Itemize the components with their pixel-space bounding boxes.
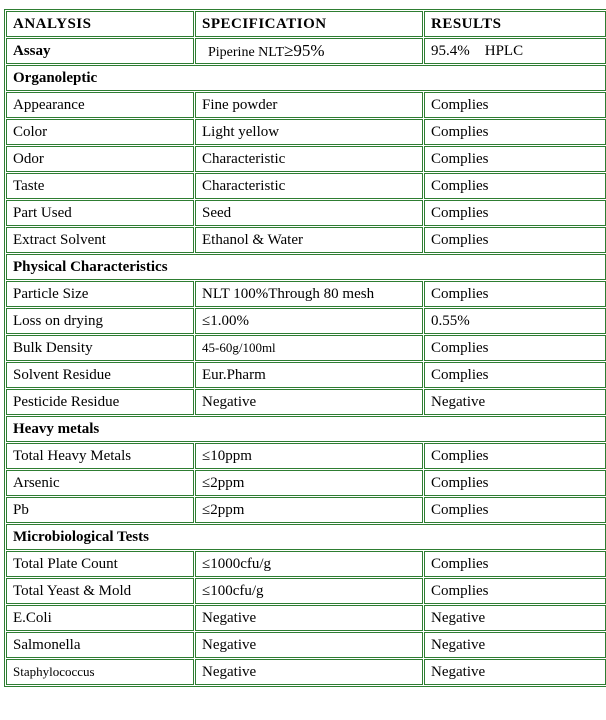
- table-row: [6, 227, 606, 253]
- assay-result: 95.4% HPLC: [424, 38, 606, 64]
- header-row: [6, 11, 606, 37]
- analysis-cell: Total Plate Count: [6, 551, 194, 577]
- specification-cell: Ethanol & Water: [195, 227, 423, 253]
- header-analysis: ANALYSIS: [6, 11, 194, 37]
- table-row: [6, 119, 606, 145]
- table-row: [6, 281, 606, 307]
- specification-cell: Light yellow: [195, 119, 423, 145]
- specification-cell: Fine powder: [195, 92, 423, 118]
- specification-cell: ≤2ppm: [195, 470, 423, 496]
- specification-cell: Characteristic: [195, 146, 423, 172]
- analysis-cell: Pesticide Residue: [6, 389, 194, 415]
- table-row: [6, 632, 606, 658]
- result-cell: Complies: [424, 281, 606, 307]
- result-cell: Complies: [424, 92, 606, 118]
- table-row: [6, 173, 606, 199]
- analysis-cell: E.Coli: [6, 605, 194, 631]
- table-row: [6, 659, 606, 685]
- analysis-cell: Salmonella: [6, 632, 194, 658]
- section-title-microbiological: Microbiological Tests: [6, 524, 606, 550]
- result-cell: Complies: [424, 551, 606, 577]
- result-cell: Negative: [424, 632, 606, 658]
- result-cell: Negative: [424, 389, 606, 415]
- analysis-cell: Bulk Density: [6, 335, 194, 361]
- assay-row: [6, 38, 606, 64]
- table-row: [6, 551, 606, 577]
- table-row: [6, 146, 606, 172]
- specification-cell: ≤2ppm: [195, 497, 423, 523]
- header-specification: SPECIFICATION: [195, 11, 423, 37]
- analysis-cell: Total Yeast & Mold: [6, 578, 194, 604]
- header-results: RESULTS: [424, 11, 606, 37]
- table-row: [6, 497, 606, 523]
- table-row: [6, 443, 606, 469]
- specification-cell: Seed: [195, 200, 423, 226]
- specification-cell: ≤10ppm: [195, 443, 423, 469]
- specification-cell: ≤1000cfu/g: [195, 551, 423, 577]
- assay-analysis: Assay: [6, 38, 194, 64]
- analysis-cell: Staphylococcus: [6, 659, 194, 685]
- assay-spec-value: ≥95%: [284, 41, 325, 60]
- section-row-physical: [6, 254, 606, 280]
- table-row: [6, 470, 606, 496]
- result-cell: Complies: [424, 497, 606, 523]
- table-row: [6, 605, 606, 631]
- table-row: [6, 335, 606, 361]
- section-title-heavy-metals: Heavy metals: [6, 416, 606, 442]
- result-cell: Complies: [424, 227, 606, 253]
- analysis-table: [4, 9, 606, 687]
- analysis-cell: Taste: [6, 173, 194, 199]
- table-row: [6, 92, 606, 118]
- table-row: [6, 200, 606, 226]
- section-title-physical: Physical Characteristics: [6, 254, 606, 280]
- result-cell: Complies: [424, 470, 606, 496]
- section-row-microbiological: [6, 524, 606, 550]
- result-cell: Complies: [424, 200, 606, 226]
- specification-cell: Characteristic: [195, 173, 423, 199]
- analysis-cell: Extract Solvent: [6, 227, 194, 253]
- section-row-organoleptic: [6, 65, 606, 91]
- assay-spec-prefix: Piperine NLT: [208, 45, 285, 60]
- analysis-cell: Arsenic: [6, 470, 194, 496]
- result-cell: Complies: [424, 146, 606, 172]
- table-row: [6, 389, 606, 415]
- assay-specification: [195, 38, 423, 64]
- section-row-heavy-metals: [6, 416, 606, 442]
- result-cell: Complies: [424, 173, 606, 199]
- analysis-cell: Color: [6, 119, 194, 145]
- specification-cell: Negative: [195, 389, 423, 415]
- analysis-cell: Odor: [6, 146, 194, 172]
- result-cell: 0.55%: [424, 308, 606, 334]
- specification-sheet: [4, 9, 602, 687]
- section-title-organoleptic: Organoleptic: [6, 65, 606, 91]
- analysis-cell: Part Used: [6, 200, 194, 226]
- result-cell: Complies: [424, 362, 606, 388]
- analysis-cell: Appearance: [6, 92, 194, 118]
- analysis-cell: Total Heavy Metals: [6, 443, 194, 469]
- specification-cell: 45-60g/100ml: [195, 335, 423, 361]
- result-cell: Negative: [424, 659, 606, 685]
- analysis-cell: Loss on drying: [6, 308, 194, 334]
- specification-cell: Eur.Pharm: [195, 362, 423, 388]
- specification-cell: NLT 100%Through 80 mesh: [195, 281, 423, 307]
- result-cell: Complies: [424, 578, 606, 604]
- specification-cell: ≤1.00%: [195, 308, 423, 334]
- table-row: [6, 308, 606, 334]
- table-row: [6, 362, 606, 388]
- result-cell: Complies: [424, 119, 606, 145]
- analysis-cell: Particle Size: [6, 281, 194, 307]
- result-cell: Complies: [424, 443, 606, 469]
- specification-cell: Negative: [195, 659, 423, 685]
- analysis-cell: Pb: [6, 497, 194, 523]
- specification-cell: ≤100cfu/g: [195, 578, 423, 604]
- specification-cell: Negative: [195, 605, 423, 631]
- table-row: [6, 578, 606, 604]
- specification-cell: Negative: [195, 632, 423, 658]
- result-cell: Complies: [424, 335, 606, 361]
- analysis-cell: Solvent Residue: [6, 362, 194, 388]
- result-cell: Negative: [424, 605, 606, 631]
